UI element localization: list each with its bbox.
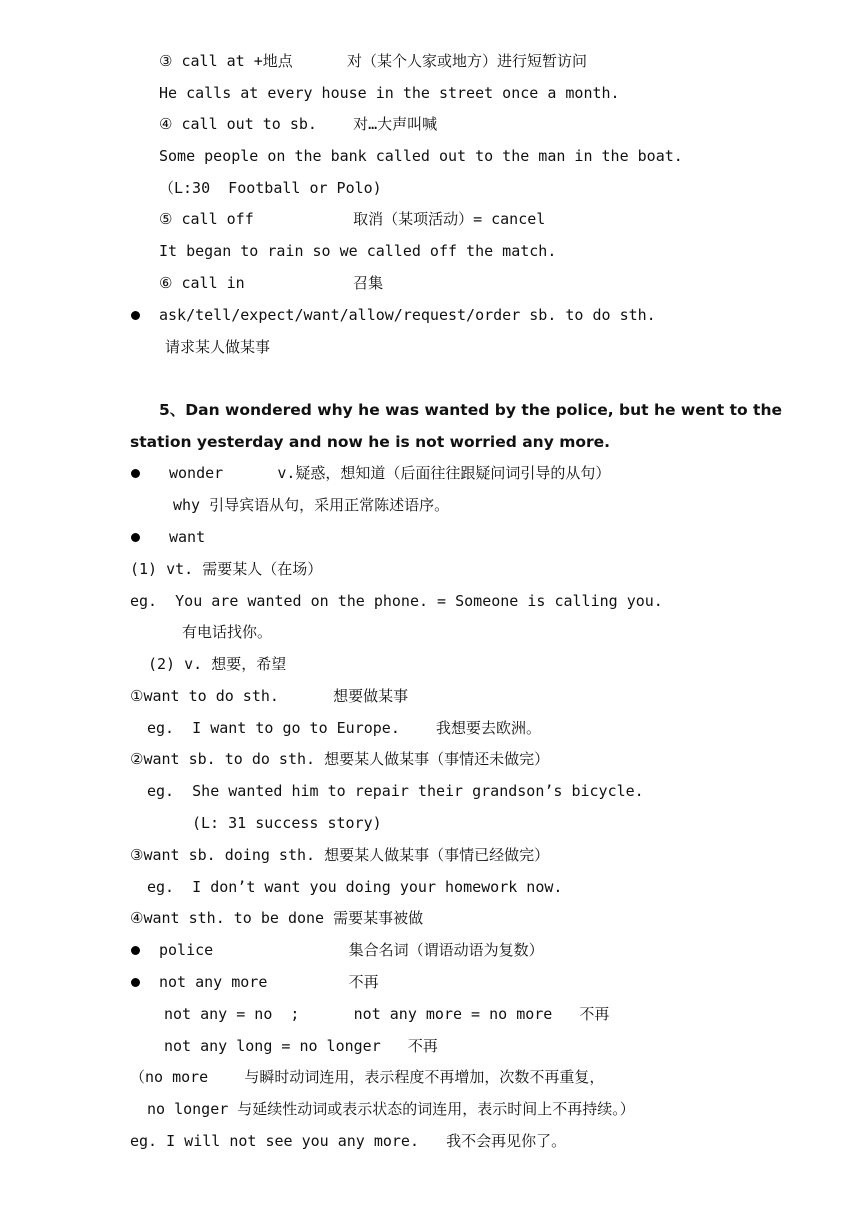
text-line: ④want sth. to be done 需要某事被做 (130, 909, 424, 927)
text-line: eg. I don’t want you doing your homework now. (147, 878, 563, 896)
text-line: （L:30 Football or Polo) (159, 179, 382, 197)
text-line: (1) vt. 需要某人（在场） (130, 560, 323, 578)
bullet-icon (131, 978, 140, 987)
text-line: 有电话找你。 (182, 623, 273, 641)
text-line: eg. You are wanted on the phone. = Someone is calling you. (130, 592, 663, 610)
text-line: why 引导宾语从句，采用正常陈述语序。 (173, 496, 450, 514)
text-line: Some people on the bank called out to the man in the boat. (159, 147, 683, 165)
bullet-icon (131, 533, 140, 542)
bullet-icon (131, 469, 140, 478)
section-heading: station yesterday and now he is not worried any more. (130, 433, 611, 451)
text-line: 请求某人做某事 (165, 338, 271, 356)
text-line: ①want to do sth. 想要做某事 (130, 687, 409, 705)
text-line: want (169, 528, 206, 546)
text-line: ③ call at +地点 对（某个人家或地方）进行短暂访问 (159, 52, 587, 70)
text-line: not any = no ; not any more = no more 不再 (164, 1005, 610, 1023)
section-heading: 5、Dan wondered why he was wanted by the police, but he went to the (159, 401, 782, 419)
text-line: not any long = no longer 不再 (164, 1037, 438, 1055)
text-line: （no more 与瞬时动词连用，表示程度不再增加，次数不再重复， (130, 1068, 605, 1086)
bullet-icon (131, 946, 140, 955)
text-line: eg. She wanted him to repair their grandson’s bicycle. (147, 782, 644, 800)
text-line: (L: 31 success story) (192, 814, 382, 832)
text-line: He calls at every house in the street once a month. (159, 84, 620, 102)
text-line: no longer 与延续性动词或表示状态的词连用，表示时间上不再持续。） (147, 1100, 635, 1118)
text-line: ⑥ call in 召集 (159, 274, 384, 292)
bullet-icon (131, 311, 140, 320)
text-line: not any more 不再 (159, 973, 379, 991)
text-line: eg. I will not see you any more. 我不会再见你了。 (130, 1132, 567, 1150)
text-line: ③want sb. doing sth. 想要某人做某事（事情已经做完） (130, 846, 550, 864)
text-line: wonder v.疑惑，想知道（后面往往跟疑问词引导的从句） (169, 464, 611, 482)
text-line: ②want sb. to do sth. 想要某人做某事（事情还未做完） (130, 750, 550, 768)
text-line: eg. I want to go to Europe. 我想要去欧洲。 (147, 719, 541, 737)
text-line: ④ call out to sb. 对…大声叫喊 (159, 115, 438, 133)
text-line: It began to rain so we called off the match. (159, 242, 557, 260)
text-line: ask/tell/expect/want/allow/request/order sb. to do sth. (159, 306, 656, 324)
text-line: police 集合名词（谓语动语为复数） (159, 941, 544, 959)
text-line: (2) v. 想要，希望 (148, 655, 287, 673)
text-line: ⑤ call off 取消（某项活动）= cancel (159, 210, 546, 228)
